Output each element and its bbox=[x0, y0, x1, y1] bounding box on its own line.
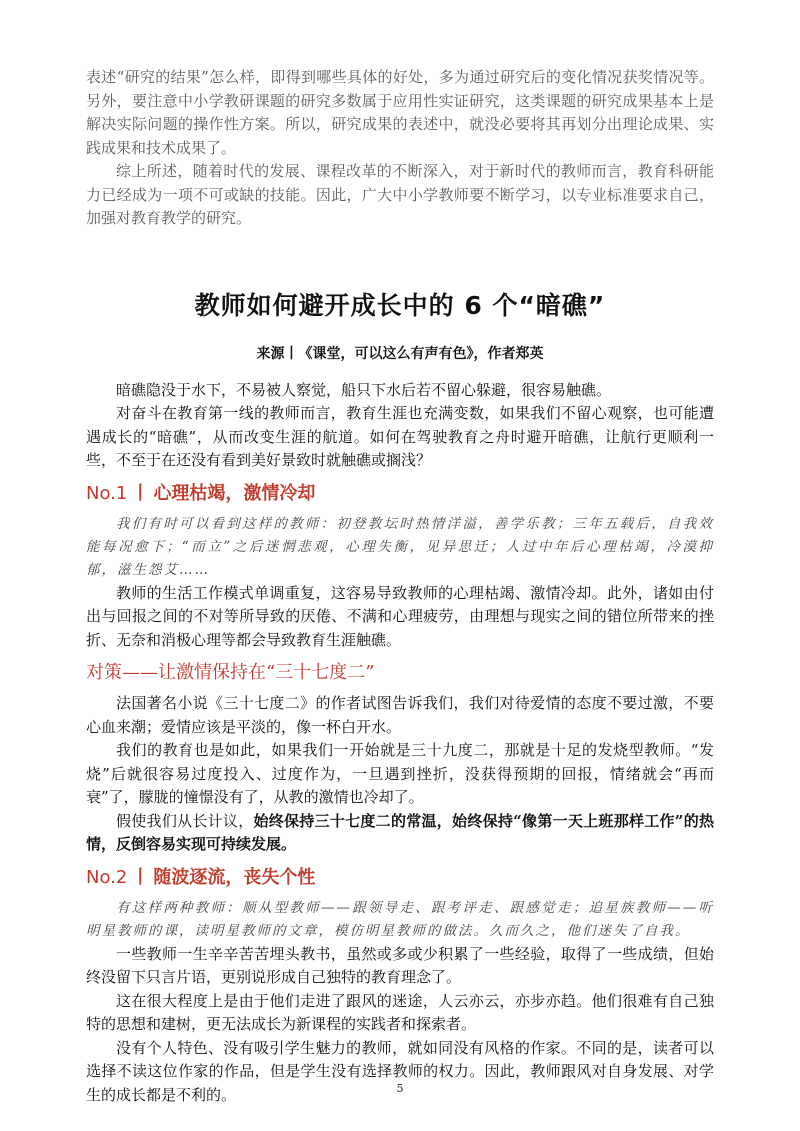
section-1-divider: 丨 bbox=[131, 482, 150, 504]
intro-paragraph-1: 表述“研究的结果”怎么样，即得到哪些具体的好处，多为通过研究后的变化情况获奖情况等。另外，要注意中小学教研课题的研究多数属于应用性实证研究，这类课题的研究成果基本上是解决实际问题的操作性方案。所以，研究成果的表述中，就没必要将其再划分出理论成果、实践成果和技术成果了。 bbox=[86, 68, 714, 157]
section-1-paragraph-4 bbox=[86, 810, 714, 857]
article-source: 来源丨《课堂，可以这么有声有色》，作者郑英 bbox=[256, 345, 544, 362]
section-2-paragraph-2: 这在很大程度上是由于他们走进了跟风的迷途，人云亦云，亦步亦趋。他们很难有自己独特的思想和建树，更无法成长为新课程的实践者和探索者。 bbox=[86, 991, 714, 1033]
page-content bbox=[86, 66, 714, 1107]
section-1-strategy-heading: 对策——让激情保持在“三十七度二” bbox=[86, 662, 375, 683]
section-1-title: 心理枯竭，激情冷却 bbox=[153, 482, 316, 504]
article-paragraph-1: 暗礁隐没于水下，不易被人察觉，船只下水后若不留心躲避，很容易触礁。 bbox=[116, 380, 612, 399]
section-2-heading bbox=[86, 863, 714, 893]
section-2-paragraph-3: 没有个人特色、没有吸引学生魅力的教师，就如同没有风格的作家。不同的是，读者可以选择不读这位作家的作品，但是学生没有选择教师的权力。因此，教师跟风对自身发展、对学生的成长都是不利的。 bbox=[86, 1038, 714, 1104]
section-1-number: No.1 bbox=[86, 482, 128, 504]
page-number: 5 bbox=[396, 1082, 404, 1095]
section-1-quote: 我们有时可以看到这样的教师：初登教坛时热情洋溢，善学乐教；三年五载后，自我效能每况愈下；“而立”之后迷惘悲观，心理失衡，见异思迁；人过中年后心理枯竭，冷漠抑郁，滋生怨艾…… bbox=[86, 515, 714, 578]
section-2-divider: 丨 bbox=[131, 866, 150, 888]
section-1-paragraph-4-emphasis: 始终保持三十七度二的常温，始终保持“像第一天上班那样工作”的热情，反倒容易实现可持续发展。 bbox=[86, 811, 714, 853]
section-2-paragraph-1: 一些教师一生辛辛苦苦埋头教书，虽然或多或少积累了一些经验，取得了一些成绩，但始终没留下只言片语，更别说形成自己独特的教育理念了。 bbox=[86, 944, 714, 986]
section-2-title: 随波逐流，丧失个性 bbox=[153, 866, 316, 888]
section-1-heading bbox=[86, 479, 714, 509]
section-2-number: No.2 bbox=[86, 866, 128, 888]
article-title: 教师如何避开成长中的 6 个“暗礁” bbox=[194, 290, 606, 320]
section-1-paragraph-4-text: 假使我们从长计议， bbox=[116, 811, 254, 830]
section-2-quote: 有这样两种教师：顺从型教师——跟领导走、跟考评走、跟感觉走；追星族教师——听明星教师的课，读明星教师的文章，模仿明星教师的做法。久而久之，他们迷失了自我。 bbox=[86, 899, 714, 939]
intro-paragraph-2: 综上所述，随着时代的发展、课程改革的不断深入，对于新时代的教师而言，教育科研能力已经成为一项不可或缺的技能。因此，广大中小学教师要不断学习，以专业标准要求自己，加强对教育教学的研究。 bbox=[86, 162, 714, 227]
section-1-paragraph-3: 我们的教育也是如此，如果我们一开始就是三十九度二，那就是十足的发烧型教师。“发烧”后就很容易过度投入、过度作为，一旦遇到挫折，没获得预期的回报，情绪就会“再而衰”了，朦胧的憧憬没有了，从教的激情也冷却了。 bbox=[86, 741, 714, 806]
section-1-paragraph-2: 法国著名小说《三十七度二》的作者试图告诉我们，我们对待爱情的态度不要过激，不要心血来潮；爱情应该是平淡的，像一杯白开水。 bbox=[86, 694, 714, 736]
section-1-paragraph-1: 教师的生活工作模式单调重复，这容易导致教师的心理枯竭、激情冷却。此外，诸如由付出与回报之间的不对等所导致的厌倦、不满和心理疲劳，由理想与现实之间的错位所带来的挫折、无奈和消极心理等都会导致教育生涯触礁。 bbox=[86, 583, 714, 649]
article-paragraph-2: 对奋斗在教育第一线的教师而言，教育生涯也充满变数，如果我们不留心观察，也可能遭遇成长的“暗礁”，从而改变生涯的航道。如何在驾驶教育之舟时避开暗礁，让航行更顺利一些，不至于在还没有看到美好景致时就触礁或搁浅？ bbox=[86, 404, 714, 469]
